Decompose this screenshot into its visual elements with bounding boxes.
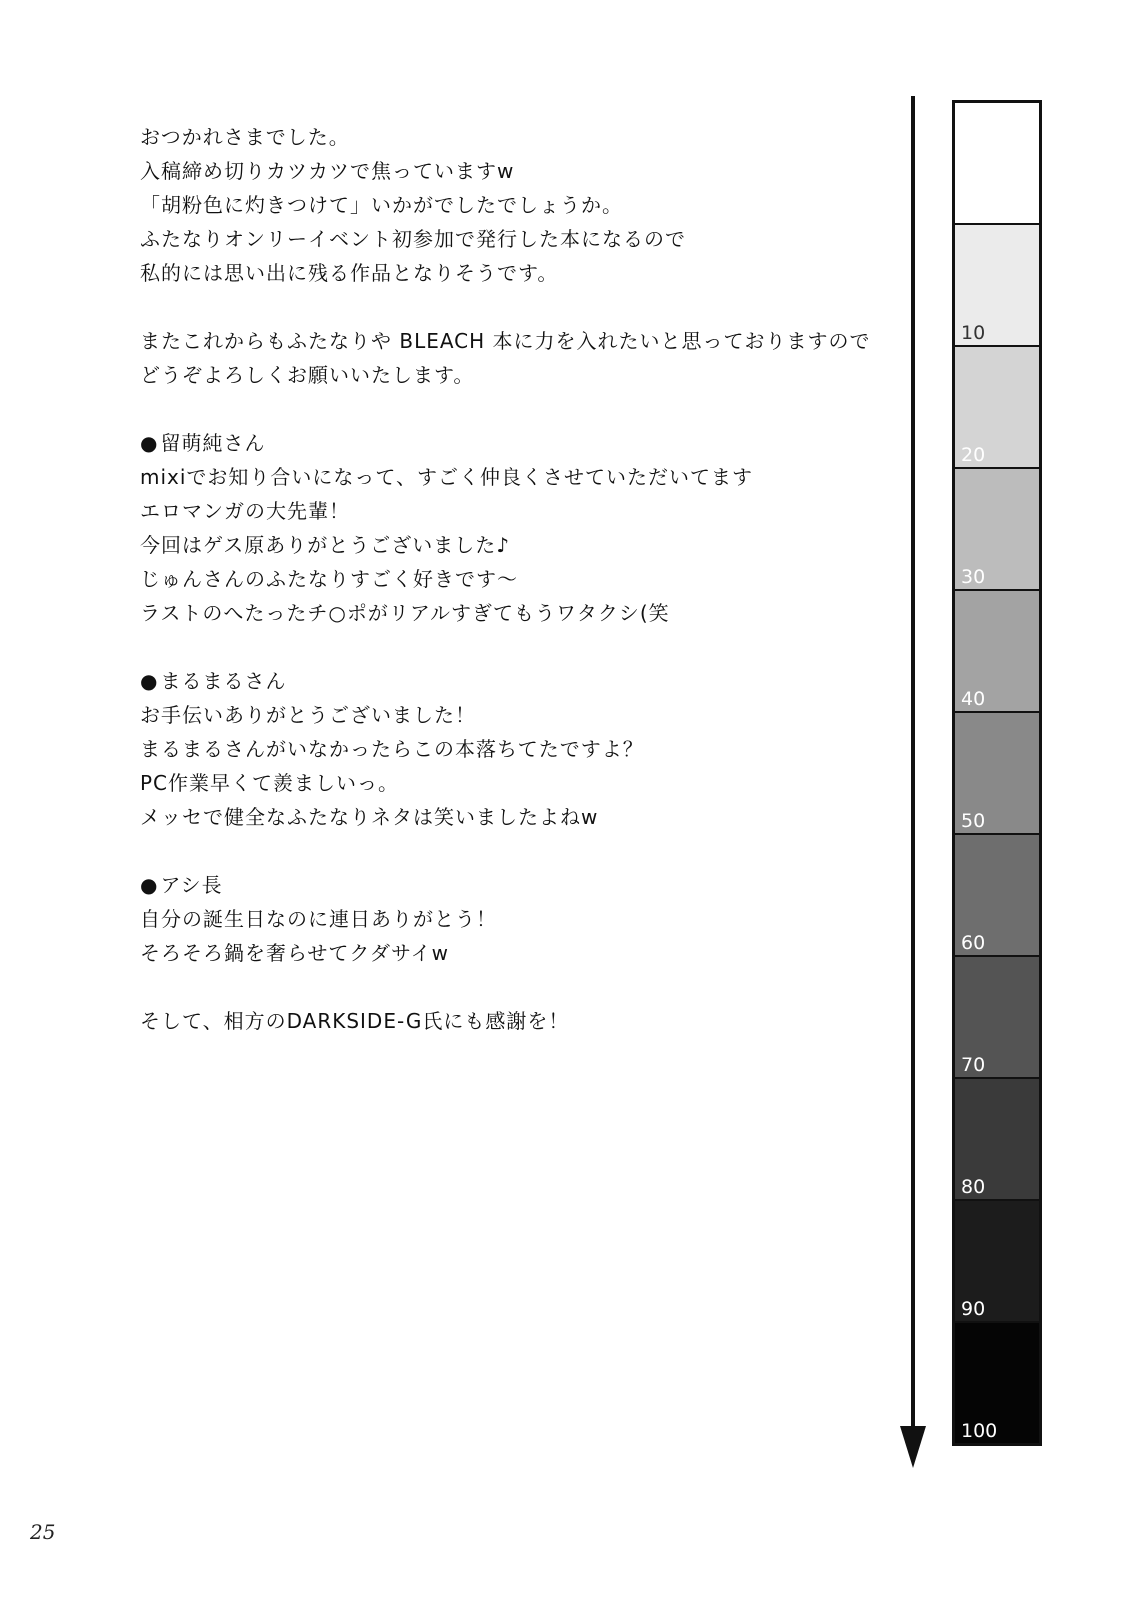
closing-line: そして、相方のDARKSIDE-G氏にも感謝を！ (140, 1009, 570, 1033)
spacer (140, 392, 880, 426)
grayscale-band-label: 50 (961, 810, 986, 832)
grayscale-band (955, 347, 1039, 469)
down-arrow-icon (898, 96, 928, 1476)
spacer (140, 630, 880, 664)
grayscale-band (955, 1201, 1039, 1323)
text-line: どうぞよろしくお願いいたします。 (140, 363, 475, 387)
grayscale-band (955, 957, 1039, 1079)
text-line: おつかれさまでした。 (140, 125, 350, 149)
afterword-text (140, 120, 880, 1038)
grayscale-band-label: 100 (961, 1420, 998, 1442)
grayscale-band-label: 80 (961, 1176, 986, 1198)
text-line: 入稿締め切りカツカツで焦っていますw (140, 159, 515, 183)
grayscale-band (955, 713, 1039, 835)
text-line: ふたなりオンリーイベント初参加で発行した本になるので (140, 227, 686, 251)
grayscale-band (955, 469, 1039, 591)
thanks-section-2 (140, 664, 880, 834)
text-line: またこれからもふたなりや BLEACH 本に力を入れたいと思っておりますので (140, 329, 871, 353)
thanks-section-3 (140, 868, 880, 970)
grayscale-band-label: 70 (961, 1054, 986, 1076)
thanks-section-1 (140, 426, 880, 630)
section-heading: ● まるまるさん (140, 664, 880, 698)
grayscale-band (955, 1323, 1039, 1443)
text-line: じゅんさんのふたなりすごく好きです～ (140, 567, 518, 591)
text-line: mixiでお知り合いになって、すごく仲良くさせていただいてます (140, 465, 754, 489)
grayscale-band-label: 30 (961, 566, 986, 588)
grayscale-band (955, 225, 1039, 347)
page-number: 25 (30, 1520, 56, 1544)
arrow-shaft (911, 96, 915, 1436)
grayscale-band (955, 835, 1039, 957)
text-line: エロマンガの大先輩！ (140, 499, 350, 523)
text-line: 今回はゲス原ありがとうございました♪ (140, 533, 510, 557)
grayscale-bar (952, 100, 1042, 1446)
paragraph-1 (140, 120, 880, 290)
text-line: 自分の誕生日なのに連日ありがとう！ (140, 907, 497, 931)
spacer (140, 970, 880, 1004)
text-line: メッセで健全なふたなりネタは笑いましたよねw (140, 805, 599, 829)
paragraph-2 (140, 324, 880, 392)
text-line: PC作業早くて羨ましいっ。 (140, 771, 400, 795)
section-heading: ● 留萌純さん (140, 426, 880, 460)
text-line: まるまるさんがいなかったらこの本落ちてたですよ？ (140, 737, 644, 761)
text-line: 「胡粉色に灼きつけて」いかがでしたでしょうか。 (140, 193, 623, 217)
grayscale-band-label: 20 (961, 444, 986, 466)
arrow-head (900, 1426, 926, 1468)
text-line: 私的には思い出に残る作品となりそうです。 (140, 261, 559, 285)
grayscale-band-label: 60 (961, 932, 986, 954)
grayscale-band-label: 40 (961, 688, 986, 710)
text-line: ラストのへたったチ○ポがリアルすぎてもうワタクシ(笑 (140, 601, 670, 625)
section-heading: ● アシ長 (140, 868, 880, 902)
grayscale-band (955, 1079, 1039, 1201)
grayscale-band (955, 103, 1039, 225)
text-line: お手伝いありがとうございました！ (140, 703, 476, 727)
spacer (140, 290, 880, 324)
grayscale-band-label: 10 (961, 322, 986, 344)
text-line: そろそろ鍋を奢らせてクダサイw (140, 941, 449, 965)
spacer (140, 834, 880, 868)
grayscale-band-label: 90 (961, 1298, 986, 1320)
grayscale-band (955, 591, 1039, 713)
